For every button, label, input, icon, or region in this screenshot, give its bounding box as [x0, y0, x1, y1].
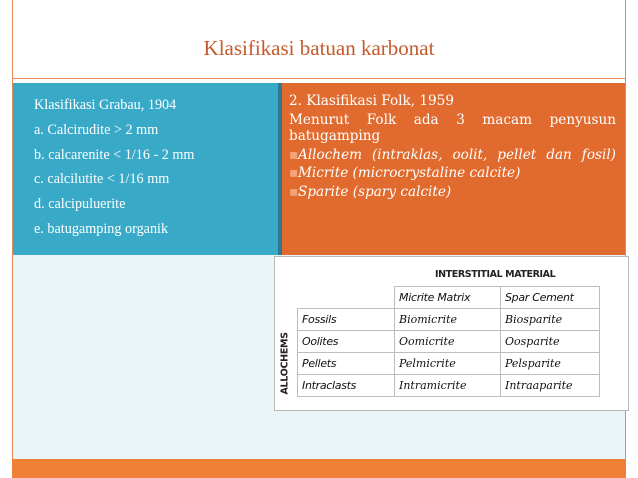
folk-bullet-micrite: ▪Micrite (microcrystaline calcite) [289, 165, 521, 181]
table-corner [298, 287, 395, 309]
folk-heading: 2. Klasifikasi Folk, 1959 [289, 93, 454, 109]
row-header-oolites: Oolites [298, 331, 395, 353]
bullet-icon: ▪ [289, 183, 299, 200]
folk-table [297, 286, 600, 397]
folk-bullet-sparite: ▪Sparite (spary calcite) [289, 183, 452, 200]
folk-intro-text: Menurut Folk ada 3 macam penyusun batugamping [289, 111, 616, 144]
table-row [298, 353, 600, 375]
table-row [298, 375, 600, 397]
row-header-fossils: Fossils [298, 309, 395, 331]
table-row [298, 309, 600, 331]
grabau-item-organik: e. batugamping organik [34, 220, 169, 237]
folk-classification-table [274, 256, 629, 411]
allochems-label-wrap [279, 332, 291, 397]
grabau-item-calcarenite: b. calcarenite < 1/16 - 2 mm [34, 146, 195, 163]
bullet-icon: ▪ [289, 165, 299, 181]
row-header-intraclasts: Intraclasts [298, 375, 395, 397]
slide-title: Klasifikasi batuan karbonat [203, 36, 435, 60]
bullet-icon: ▪ [289, 146, 299, 163]
allochems-label: ALLOCHEMS [279, 332, 291, 395]
cell-pelmicrite: Pelmicrite [395, 353, 501, 375]
column-header-spar: Spar Cement [501, 287, 600, 309]
cell-oosparite: Oosparite [501, 331, 600, 353]
cell-oomicrite: Oomicrite [395, 331, 501, 353]
cell-intraaparite: Intraaparite [501, 375, 600, 397]
grabau-list [34, 93, 194, 242]
cell-biosparite: Biosparite [501, 309, 600, 331]
row-header-pellets: Pellets [298, 353, 395, 375]
table-row [298, 331, 600, 353]
bottom-accent-bar [12, 459, 626, 478]
grabau-item-calcirudite: a. Calcirudite > 2 mm [34, 121, 159, 138]
cell-intramicrite: Intramicrite [395, 375, 501, 397]
cell-biomicrite: Biomicrite [395, 309, 501, 331]
cell-pelsparite: Pelsparite [501, 353, 600, 375]
table-header-row [298, 287, 600, 309]
folk-intro [289, 112, 616, 145]
folk-text [289, 93, 616, 202]
grabau-item-calcilutite: c. calcilutite < 1/16 mm [34, 171, 170, 188]
folk-bullet-allochem: ▪Allochem (intraklas, oolit, pellet dan fosil) [289, 146, 616, 163]
interstitial-label: INTERSTITIAL MATERIAL [435, 269, 556, 280]
column-header-micrite: Micrite Matrix [395, 287, 501, 309]
title-divider [12, 78, 626, 79]
grabau-item-calcipuluerite: d. calcipuluerite [34, 196, 126, 213]
grabau-heading: Klasifikasi Grabau, 1904 [34, 97, 177, 113]
